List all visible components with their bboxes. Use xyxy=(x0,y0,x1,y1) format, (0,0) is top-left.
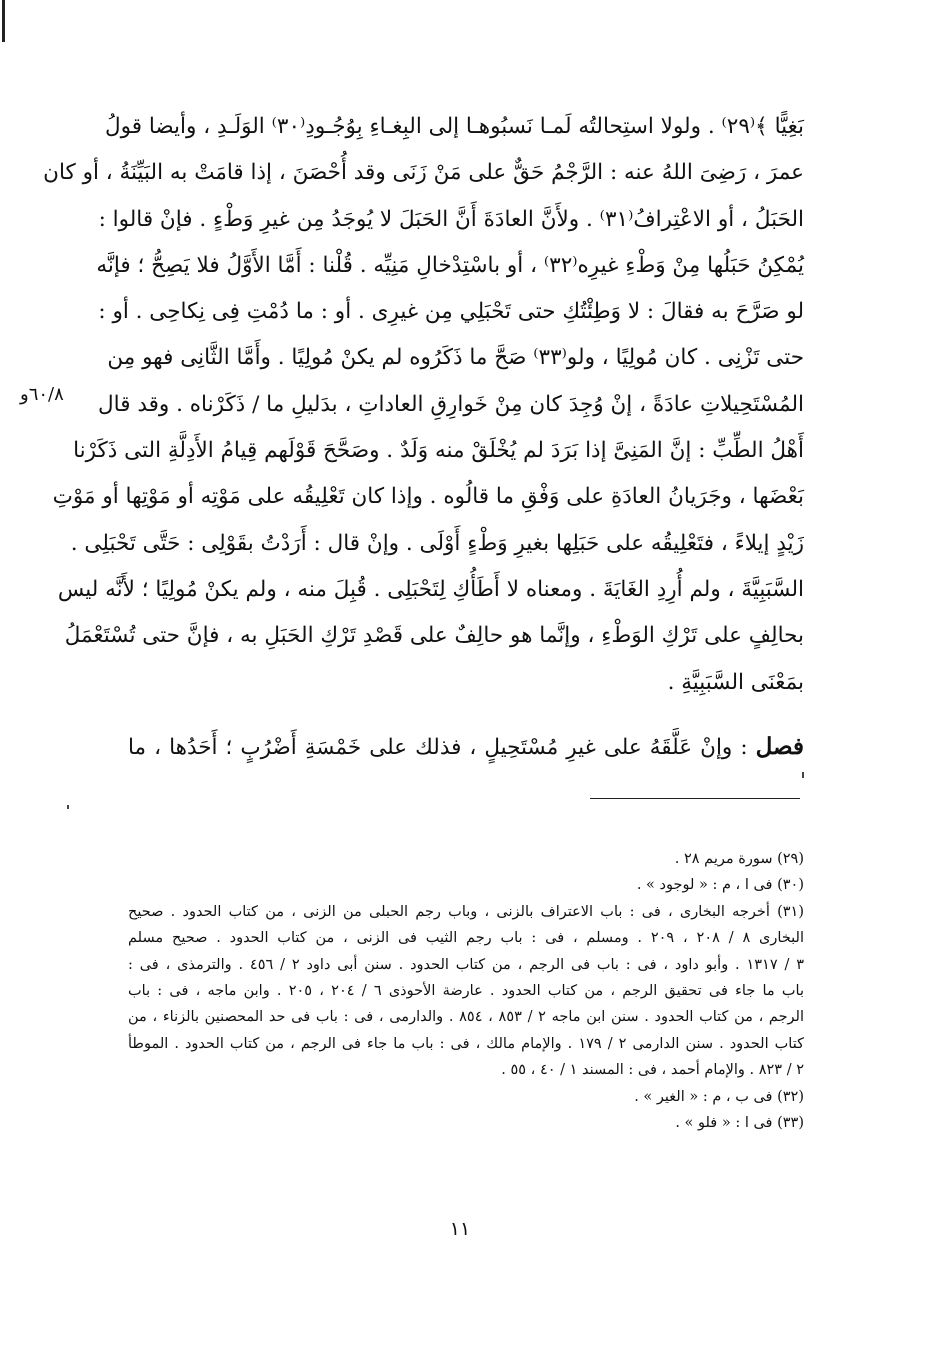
text-line: زَيْدٍ إيلاءً ، فتَعْلِيقُه على حَبَلِها بغيرِ وَطْءٍ أَوْلَى . وإنْ قال : أَرَدْتُ بقَوْلِى : حَتَّى تَحْبَلِى . xyxy=(70,530,804,556)
section-text: : وإنْ عَلَّقَهُ على غيرِ مُسْتَحِيلٍ ، فذلك على خَمْسَةِ أَضْرُبٍ ؛ أَحَدُها ، ما xyxy=(128,734,748,760)
section-title: فصل xyxy=(755,732,804,760)
footnote-line: (٣٣) فى ا : « فلو » . xyxy=(675,1114,804,1131)
text-line: حتى تَزْنِى . كان مُولِيًا ، ولو⁽٣٣⁾ صَحَّ ما ذَكَرُوه لم يكنْ مُولِيًا . وأَمَّا الثَّانِى فهو مِن xyxy=(107,345,804,371)
text-line: بحالِفٍ على تَرْكِ الوَطْءِ ، وإنَّما هو حالِفٌ على قَصْدِ تَرْكِ الحَبَلِ به ، فإنَّ حتى تُسْتَعْمَلُ xyxy=(64,623,804,649)
footnote-line: (٣٢) فى ب ، م : « الغير » . xyxy=(634,1088,804,1105)
text-line: السَّبَبِيَّةَ ، ولم أُرِدِ الغَايَةَ . ومعناه لا أَطَأُكِ لِتَحْبَلِى . قُبِلَ منه ، ولم يكنْ مُولِيًا ؛ لأَنَّه ليس xyxy=(57,576,804,602)
footnote-line: البخارى ٨ / ٢٠٨ ، ٢٠٩ . ومسلم ، فى : باب رجم الثيب فى الزنى ، من كتاب الحدود . صحيح مسلم xyxy=(128,930,805,947)
footnote-line: كتاب الحدود . سنن الدارمى ٢ / ١٧٩ . والإمام مالك ، فى : باب ما جاء فى الرجم ، من كتاب الحدود . الموطأ xyxy=(128,1035,804,1052)
page-number: ١١ xyxy=(449,1218,471,1240)
text-line: بَغِيًّا ﴾⁽٢٩⁾ . ولولا استِحالتُه لَمـا نَسبُوهـا إلى البِغـاءِ بِوُجُـودِ⁽٣٠⁾ الوَلَـدِ ، وأيضا قولُ xyxy=(105,114,804,139)
text-line: أَهْلُ الطِّبِّ : إنَّ المَنِىَّ إذا بَرَدَ لم يُخْلَقْ منه وَلَدٌ . وصَحَّحَ قَوْلَهم قِيامُ الأَدِلَّةِ التى ذَكَرْنا xyxy=(73,438,804,464)
main-text-body xyxy=(43,104,804,770)
footnote-line: الرجم ، من كتاب الحدود . سنن ابن ماجه ٢ / ٨٥٣ ، ٨٥٤ . والدارمى ، فى : باب فى حد المحصنين بالزناء ، من xyxy=(128,1009,804,1026)
footnote-line: ٣ / ١٣١٧ . وأبو داود ، فى : باب فى الرجم ، من كتاب الحدود . سنن أبى داود ٢ / ٤٥٦ . والترمذى ، فى : xyxy=(128,956,804,973)
footnotes xyxy=(128,846,804,1136)
footnote-line: (٣١) أخرجه البخارى ، فى : باب الاعتراف بالزنى ، وباب رجم الحبلى من الزنى ، من كتاب الحدود . صحيح xyxy=(128,903,804,920)
footnote-line: ٢ / ٨٢٣ . والإمام أحمد ، فى : المسند ١ / ٤٠ ، ٥٥ . xyxy=(501,1062,804,1079)
scan-speck xyxy=(802,772,804,778)
text-line: يُمْكِنُ حَبَلُها مِنْ وَطْءِ غيرِه⁽٣٢⁾ ، أو باسْتِدْخالِ مَنِيِّه . قُلْنا : أَمَّا الأَوَّلُ فلا يَصِحُّ ؛ فإنَّه xyxy=(96,252,804,278)
footnote-line: (٣٠) فى ا ، م : « لوجود » . xyxy=(636,877,804,894)
text-line: عمرَ ، رَضِىَ اللهُ عنه : الرَّجْمُ حَقٌّ على مَنْ زَنَى وقد أُحْصَنَ ، إذا قامَتْ به البَيِّنَةُ ، أو كان xyxy=(43,160,804,186)
text-line: بمَعْنَى السَّبَبِيَّةِ . xyxy=(667,669,804,695)
scan-edge-mark xyxy=(2,0,5,42)
footnote-separator xyxy=(590,798,800,799)
section-heading-line xyxy=(128,724,804,770)
scan-speck xyxy=(67,805,69,809)
text-line: لو صَرَّحَ به فقالَ : لا وَطِئْتُكِ حتى تَحْبَلِي مِن غيرِى . أو : ما دُمْتِ فِى نِكاحِى . أو : xyxy=(98,299,804,325)
text-line: المُسْتَحِيلاتِ عادَةً ، إنْ وُجِدَ كان مِنْ خَوارِقِ العاداتِ ، بدَليلِ ما / ذَكَرْناه . وقد قال xyxy=(98,391,804,417)
text-line: الحَبَلُ ، أو الاعْتِرافُ⁽٣١⁾ . ولأَنَّ العادَةَ أَنَّ الحَبَلَ لا يُوجَدُ مِن غيرِ وَطْءٍ . فإنْ قالوا : xyxy=(98,206,804,232)
text-line: بَعْضَها ، وجَرَيانُ العادَةِ على وَفْقِ ما قالُوه . وإذا كان تَعْلِيقُه على مَوْتِه أو مَوْتِها أو مَوْتِ xyxy=(52,484,804,510)
footnote-line: (٢٩) سورة مريم ٢٨ . xyxy=(674,851,804,867)
margin-folio-reference: ٦٠/٨و xyxy=(20,384,64,405)
footnote-line: باب ما جاء فى تحقيق الرجم ، من كتاب الحدود . عارضة الأحوذى ٦ / ٢٠٤ ، ٢٠٥ . وابن ماجه ، فى : باب xyxy=(128,982,804,999)
